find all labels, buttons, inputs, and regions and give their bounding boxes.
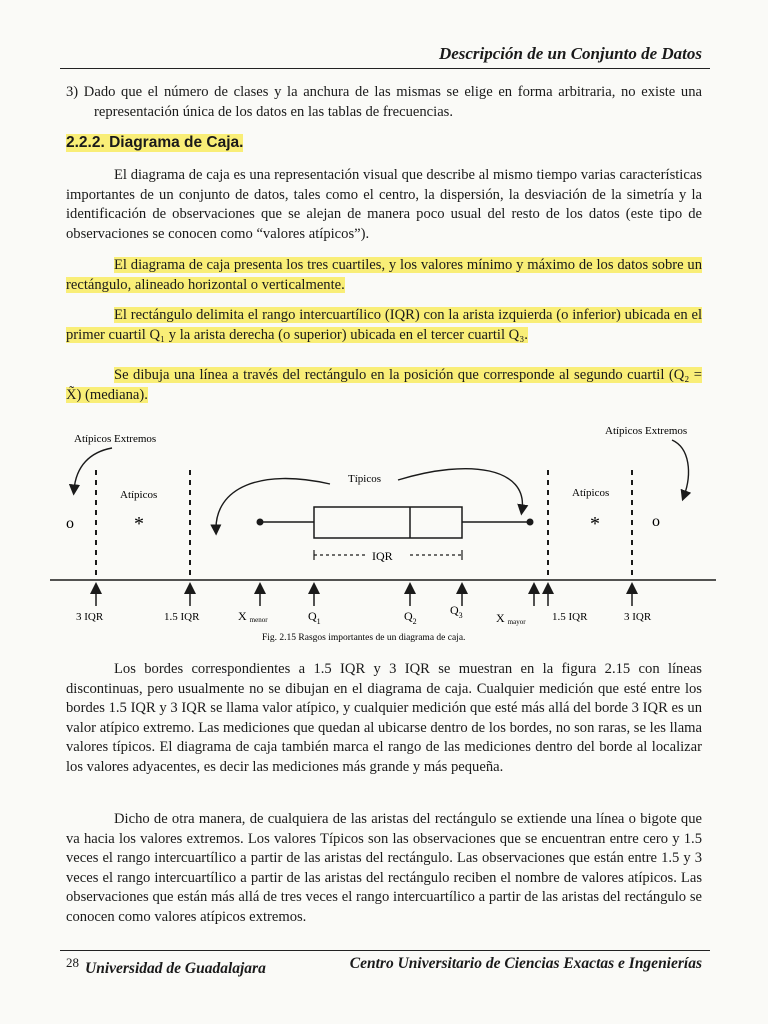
page-number: 28: [66, 955, 79, 970]
footer-left: $^{28}$ Universidad de Guadalajara: [66, 955, 266, 978]
boxplot-figure: [50, 418, 730, 650]
label-atipicos-extremos-left: Atípicos Extremos: [74, 433, 157, 445]
paragraph-1: El diagrama de caja es una representación visual que describe al mismo tiempo varias características importantes de un conjunto de datos, tales como el centro, la dispersión, la desviación de la simetría y la identificación de observaciones que se alejan de manera poco usual del resto de los datos (este tipo de observaciones se conocen como “valores atípicos”).: [66, 167, 702, 242]
outlier-marker-right: *: [590, 513, 600, 535]
list-item-3: 3) Dado que el número de clases y la anchura de las mismas se elige en forma arbitraria, no existe una representación única de los datos en las tablas de frecuencias.: [66, 84, 702, 120]
tick-q2-sub: 2: [412, 617, 417, 626]
paragraph-3: El rectángulo delimita el rango intercuartílico (IQR) con la arista izquierda (o inferior) ubicada en el primer cuartil Q₁ y la arista derecha (o superior) ubicada en el tercer cuartil Q₃.: [66, 307, 702, 343]
label-tipicos: Típicos: [348, 473, 381, 485]
iqr-label: IQR: [372, 549, 393, 563]
tick-xmenor: X: [238, 609, 247, 623]
tick-3iqr-left: 3 IQR: [76, 611, 104, 623]
outlier-marker-left: *: [134, 513, 144, 535]
box-iqr: [314, 507, 462, 538]
tick-15iqr-right: 1.5 IQR: [552, 611, 588, 623]
svg-text:Q2: [404, 609, 417, 626]
svg-text:Xmenor: [238, 609, 268, 624]
whisker-end-max: [527, 519, 534, 526]
extreme-marker-right: o: [652, 513, 660, 530]
tick-q3: Q: [450, 603, 459, 617]
arrow-extreme-left: [74, 448, 112, 490]
running-header: Descripción de un Conjunto de Datos: [438, 44, 702, 63]
paragraph-6: Dicho de otra manera, de cualquiera de las aristas del rectángulo se extiende una línea o bigote que va hacia los valores extremos. Los valores Típicos son las observaciones que se encuentran entre cero y 1.5 veces el rango intercuartílico a partir de las aristas del rectángulo. Las observaciones que están entre 1.5 y 3 veces el rango intercuartílico a partir de las aristas del rectángulo reciben el nombre de valores atípicos. Las observaciones que están más allá de tres veces el rango intercuartílico a partir de las aristas del rectángulo se conocen como valores atípicos extremos.: [66, 811, 702, 925]
footer-rule: [60, 950, 710, 951]
extreme-marker-left: o: [66, 515, 74, 532]
tick-xmayor: X: [496, 611, 505, 625]
arrow-extreme-right: [672, 440, 688, 496]
arrow-tipicos-right: [398, 469, 522, 510]
label-atipicos-extremos-right: Atípicos Extremos: [605, 425, 688, 437]
tick-q1-sub: 1: [316, 617, 321, 626]
paragraph-2: El diagrama de caja presenta los tres cuartiles, y los valores mínimo y máximo de los datos sobre un rectángulo, alineado horizontal o verticalmente.: [66, 257, 702, 293]
svg-text:Xmayor: [496, 611, 526, 626]
svg-text:Q3: [450, 603, 463, 620]
header-rule: [60, 68, 710, 69]
tick-15iqr-left: 1.5 IQR: [164, 611, 200, 623]
label-atipicos-left: Atípicos: [120, 489, 158, 501]
tick-3iqr-right: 3 IQR: [624, 611, 652, 623]
paragraph-5: Los bordes correspondientes a 1.5 IQR y 3 IQR se muestran en la figura 2.15 con líneas discontinuas, pero usualmente no se dibujan en el diagrama de caja. Cualquier medición que esté entre los bordes 1.5 IQR y 3 IQR se llama valor atípico, y cualquier medición que esté más allá del borde 3 IQR es un valor atípico extremo. Las mediciones que quedan al ubicarse dentro de los bordes, no son raras, se les llama valores típicos. El diagrama de caja también marca el rango de las mediciones dentro del borde al localizar los valores adyacentes, es decir las mediciones más grande y más pequeña.: [66, 661, 702, 775]
tick-q2: Q: [404, 609, 413, 623]
tick-q3-sub: 3: [458, 611, 463, 620]
footer-right: Centro Universitario de Ciencias Exactas e Ingenierías: [349, 955, 702, 972]
section-title: 2.2.2. Diagrama de Caja.: [66, 134, 244, 151]
paragraph-4: Se dibuja una línea a través del rectángulo en la posición que corresponde al segundo cuartil (Q₂ = X̃) (mediana).: [66, 367, 702, 403]
tick-xmayor-sub: mayor: [507, 618, 526, 626]
svg-text:Q1: [308, 609, 321, 626]
tick-xmenor-sub: menor: [249, 616, 268, 624]
figure-caption: Fig. 2.15 Rasgos importantes de un diagrama de caja.: [262, 633, 466, 643]
label-atipicos-right: Atípicos: [572, 487, 610, 499]
tick-q1: Q: [308, 609, 317, 623]
